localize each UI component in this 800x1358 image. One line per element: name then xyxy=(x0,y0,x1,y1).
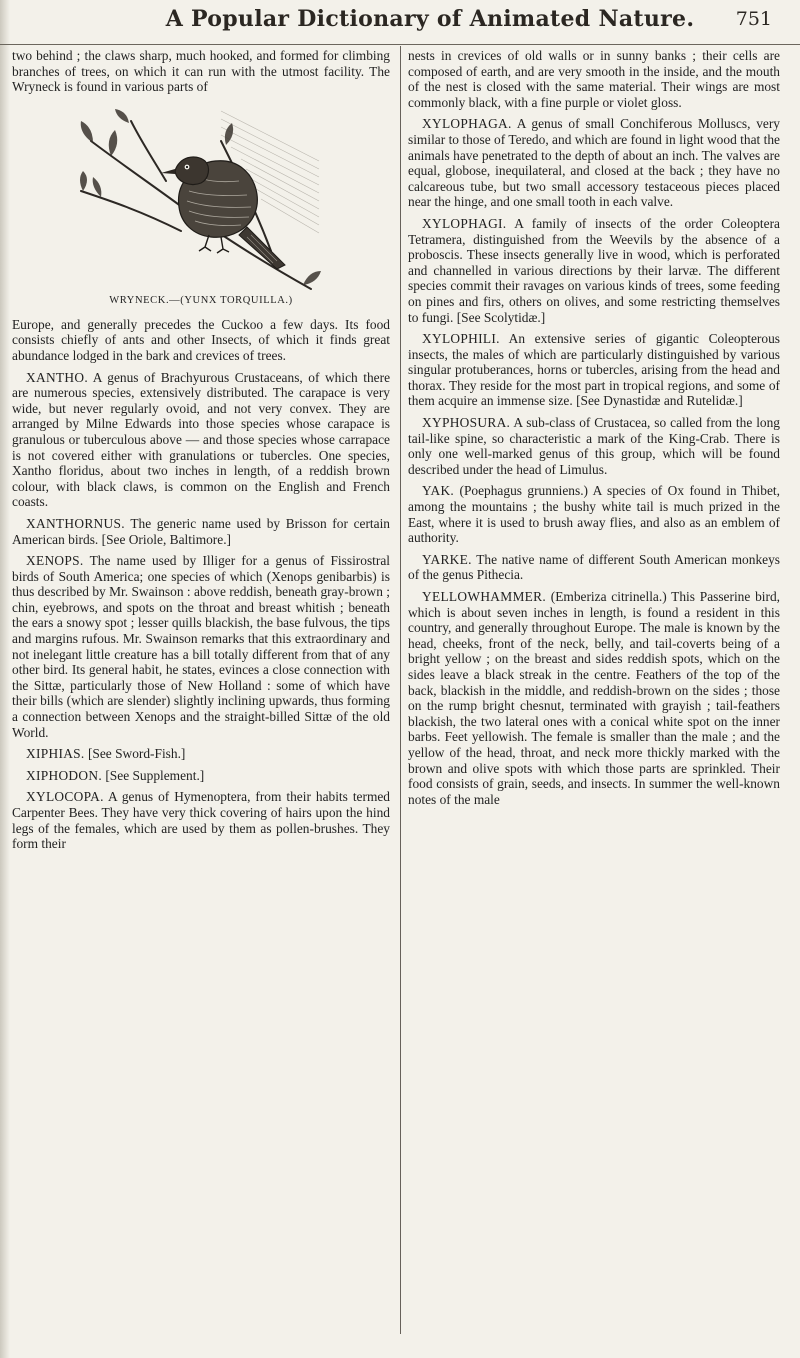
entry-text: The native name of different South American monkeys of the genus Pithecia. xyxy=(408,551,780,583)
entry-xyphosura xyxy=(408,415,780,477)
entry-xylophili xyxy=(408,331,780,409)
entry-xylophagi xyxy=(408,216,780,325)
left-column xyxy=(12,48,390,858)
entry-term: XYLOPHAGI. xyxy=(422,215,507,231)
page-number: 751 xyxy=(735,8,772,30)
wryneck-engraving xyxy=(71,101,331,297)
wryneck-figure xyxy=(12,101,390,311)
entry-text: A genus of small Conchiferous Molluscs, very similar to those of Teredo, and which are found in light wood that the animals have penetrated to the depth of about an inch. The valves are equal, globose, inequilateral, and closed at the back ; they have no calcareous tube, but two small accessory testaceous pieces placed near the hinge, and one small tooth in each valve. xyxy=(408,116,781,210)
entry-text: A family of insects of the order Coleoptera Tetramera, distinguished from the Weevils by the absence of a proboscis. These insects generally live in wood, which is perforated and channelled in various directions by their larvæ. The different species commit their ravages on various kinds of trees, some feeding on pines and firs, others on olives, and some restricting themselves to fungi. [See Scolytidæ.] xyxy=(408,215,780,325)
running-title: A Popular Dictionary of Animated Nature. xyxy=(165,6,695,32)
entry-xylocopa xyxy=(12,789,390,851)
entry-text: The generic name used by Brisson for certain American birds. [See Oriole, Baltimore.] xyxy=(12,515,390,547)
entry-text: A sub-class of Crustacea, so called from the long tail-like spine, so characteristic a mark of the King-Crab. There is only one well-marked genus of this group, which will be found described under the head of Limulus. xyxy=(408,415,780,477)
entry-text: (Poephagus grunniens.) A species of Ox found in Thibet, among the mountains ; the bushy white tail is much prized in the East, where it is used to brush away flies, and also as an emblem of authority. xyxy=(408,483,780,546)
figure-caption: WRYNECK.—(YUNX TORQUILLA.) xyxy=(109,294,293,306)
entry-xanthornus xyxy=(12,516,390,547)
entry-text: (Emberiza citrinella.) This Passerine bird, which is about seven inches in length, is found a resident in this country, and generally throughout Europe. The male is known by the head, cheeks, front of the neck, belly, and tail-coverts being of a bright yellow ; on the breast and sides reddish spots, which on the sides leave a black streak in the centre. Feathers of the top of the back, blackish in the middle, and reddish-brown on the sides ; those on the rump bright chesnut, terminated with grayish ; tail-feathers blackish, the two lateral ones with a conical white spot on the inner barbs. Feet yellowish. The female is smaller than the male ; and the yellow of the head, throat, and neck more thickly marked with the brown and olive spots with which those parts are sprinkled. Their food consists of grain, seeds, and insects. In summer the well-known notes of the male xyxy=(408,589,780,807)
entry-term: XYPHOSURA. xyxy=(422,415,511,431)
entry-text: [See Sword-Fish.] xyxy=(87,746,186,762)
entry-term: YARKE. xyxy=(422,551,472,567)
entry-term: XIPHODON. xyxy=(26,767,102,783)
entry-term: XENOPS. xyxy=(26,553,84,569)
entry-yarke xyxy=(408,552,780,583)
entry-text: A genus of Hymenoptera, from their habits termed Carpenter Bees. They have very thick covering of hairs upon the hind legs of the females, which are used by them as pollen-brushes. They form their xyxy=(12,789,391,852)
entry-term: YELLOWHAMMER. xyxy=(422,589,547,604)
bird-silhouette xyxy=(161,157,285,269)
entry-yak xyxy=(408,483,780,545)
entry-term: XANTHORNUS. xyxy=(26,515,125,531)
entry-xenops xyxy=(12,553,390,740)
entry-term: XYLOCOPA. xyxy=(26,789,104,805)
paragraph-after-figure: Europe, and generally precedes the Cuckoo a few days. Its food consists chiefly of ants and other Insects, of which it finds great abundance lodged in the bark and crevices of trees. xyxy=(12,316,390,363)
paragraph-continued: two behind ; the claws sharp, much hooked, and formed for climbing branches of trees, on which it can run with the utmost facility. The Wryneck is found in various parts of xyxy=(12,48,390,95)
paragraph-continued: nests in crevices of old walls or in sunny banks ; their cells are composed of earth, and are very smooth in the inside, and the mouth of the nest is closed with the same material. Their wings are most commonly black, with a fine purple or violet gloss. xyxy=(408,48,780,110)
running-header xyxy=(0,0,800,45)
entry-term: XYLOPHAGA. xyxy=(422,116,512,132)
column-divider xyxy=(400,46,401,1334)
entry-yellowhammer xyxy=(408,589,780,807)
right-column xyxy=(408,48,780,813)
entry-xylophaga xyxy=(408,116,780,210)
entry-term: XIPHIAS. xyxy=(26,746,85,762)
entry-term: XYLOPHILI. xyxy=(422,331,500,347)
entry-xiphias xyxy=(12,746,390,762)
entry-text: The name used by Illiger for a genus of Fissirostral birds of South America; one species of which (Xenops genibarbis) is thus described by Mr. Swainson : above reddish, beneath gray-brown ; chin, eyebrows, and spots on the throat and breast whitish ; beneath the ears a snowy spot ; lesser quills blackish, the base fulvous, the tips and margins rufous. Mr. Swainson remarks that this extraordinary and not inelegant little creature has a bill totally different from that of any other bird. Its general habit, he states, evinces a close connection with the Sittæ, particularly those of New Holland : some of which have their bills (which are slender) slightly inclining upwards, thus forming a connection between Xenops and the straight-billed Sittæ of the old World. xyxy=(12,553,391,740)
entry-term: XANTHO. xyxy=(26,369,88,385)
scan-edge-shadow xyxy=(0,0,10,1358)
entry-xiphodon xyxy=(12,768,390,784)
entry-text: An extensive series of gigantic Coleopterous insects, the males of which are particularly distinguished by various singular protuberances, horns or tubercles, arising from the head and thorax. They reside for the most part in tropical regions, and some of them acquire an immense size. [See Dynastidæ and Rutelidæ.] xyxy=(408,331,780,409)
entry-term: YAK. xyxy=(422,483,455,499)
entry-text: [See Supplement.] xyxy=(105,767,205,783)
entry-xantho xyxy=(12,370,390,510)
entry-text: A genus of Brachyurous Crustaceans, of which there are numerous species, extensively distributed. The carapace is very wide, but never regularly ovoid, and not very convex. They are arranged by Milne Edwards into those species whose carapace is granulous or tuberculous above — and those species whose carrapace is not covered either with granulations or tubercles. One species, Xantho floridus, about two inches in length, of a reddish brown colour, with black claws, is common on the English and French coasts. xyxy=(12,369,391,510)
